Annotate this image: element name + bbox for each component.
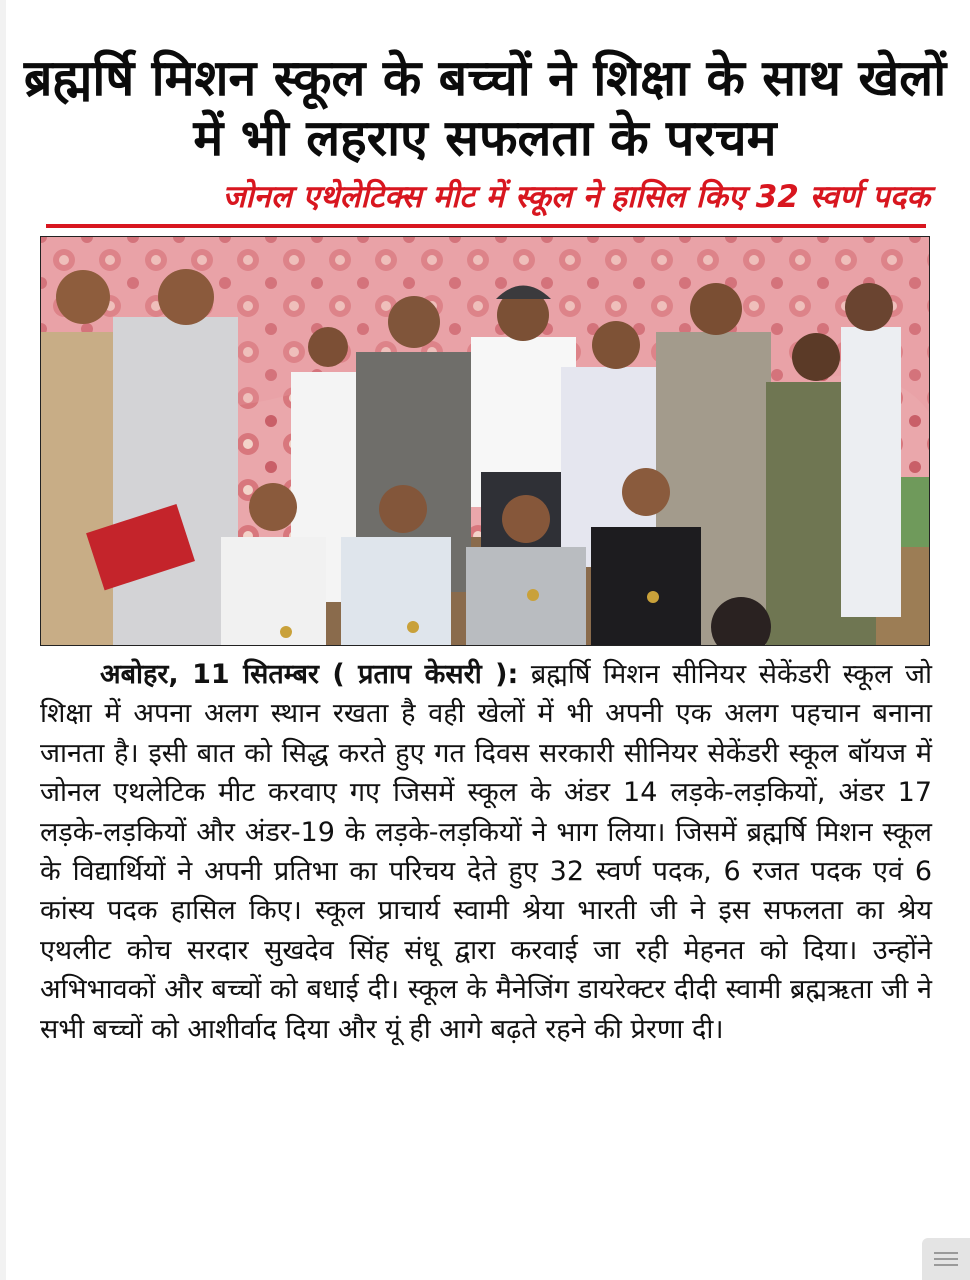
headline: ब्रह्मर्षि मिशन स्कूल के बच्चों ने शिक्षा के साथ खेलों में भी लहराए सफलता के परचम [23,48,947,167]
page-edge [0,0,6,1280]
subheadline-underline [46,224,926,228]
subheadline: जोनल एथेलेटिक्स मीट में स्कूल ने हासिल किए 32 स्वर्ण पदक [222,179,930,215]
article-paragraph [40,655,932,1049]
article-text: ब्रह्मर्षि मिशन सीनियर सेकेंडरी स्कूल जो शिक्षा में अपना अलग स्थान रखता है वही खेलों में भी अपनी एक अलग पहचान बनाना जानता है। इसी बात को सिद्ध करते हुए गत दिवस सरकारी सीनियर सेकेंडरी स्कूल बॉयज में जोनल एथलेटिक मीट करवाए गए जिसमें स्कूल के अंडर 14 लड़के-लड़कियों, अंडर 17 लड़के-लड़कियों और अंडर-19 के लड़के-लड़कियों ने भाग लिया। जिसमें ब्रह्मर्षि मिशन स्कूल के विद्यार्थियों ने अपनी प्रतिभा का परिचय देते हुए 32 स्वर्ण पदक, 6 रजत पदक एवं 6 कांस्य पदक हासिल किए। स्कूल प्राचार्य स्वामी श्रेया भारती जी ने इस सफलता का श्रेय एथलीट कोच सरदार सुखदेव सिंह संधू द्वारा करवाई जा रही मेहनत को दिया। उन्होंने अभिभावकों और बच्चों को बधाई दी। स्कूल के मैनेजिंग डायरेक्टर दीदी स्वामी ब्रह्मऋता जी ने सभी बच्चों को आशीर्वाद दिया और यूं ही आगे बढ़ते रहने की प्रेरणा दी। [40,659,933,1045]
article-body [40,655,932,1049]
news-photo [40,236,930,646]
group-photo-illustration [41,237,929,645]
dateline: अबोहर, 11 सितम्बर ( प्रताप केसरी ): [100,659,519,690]
viewer-corner-handle[interactable] [922,1238,970,1280]
